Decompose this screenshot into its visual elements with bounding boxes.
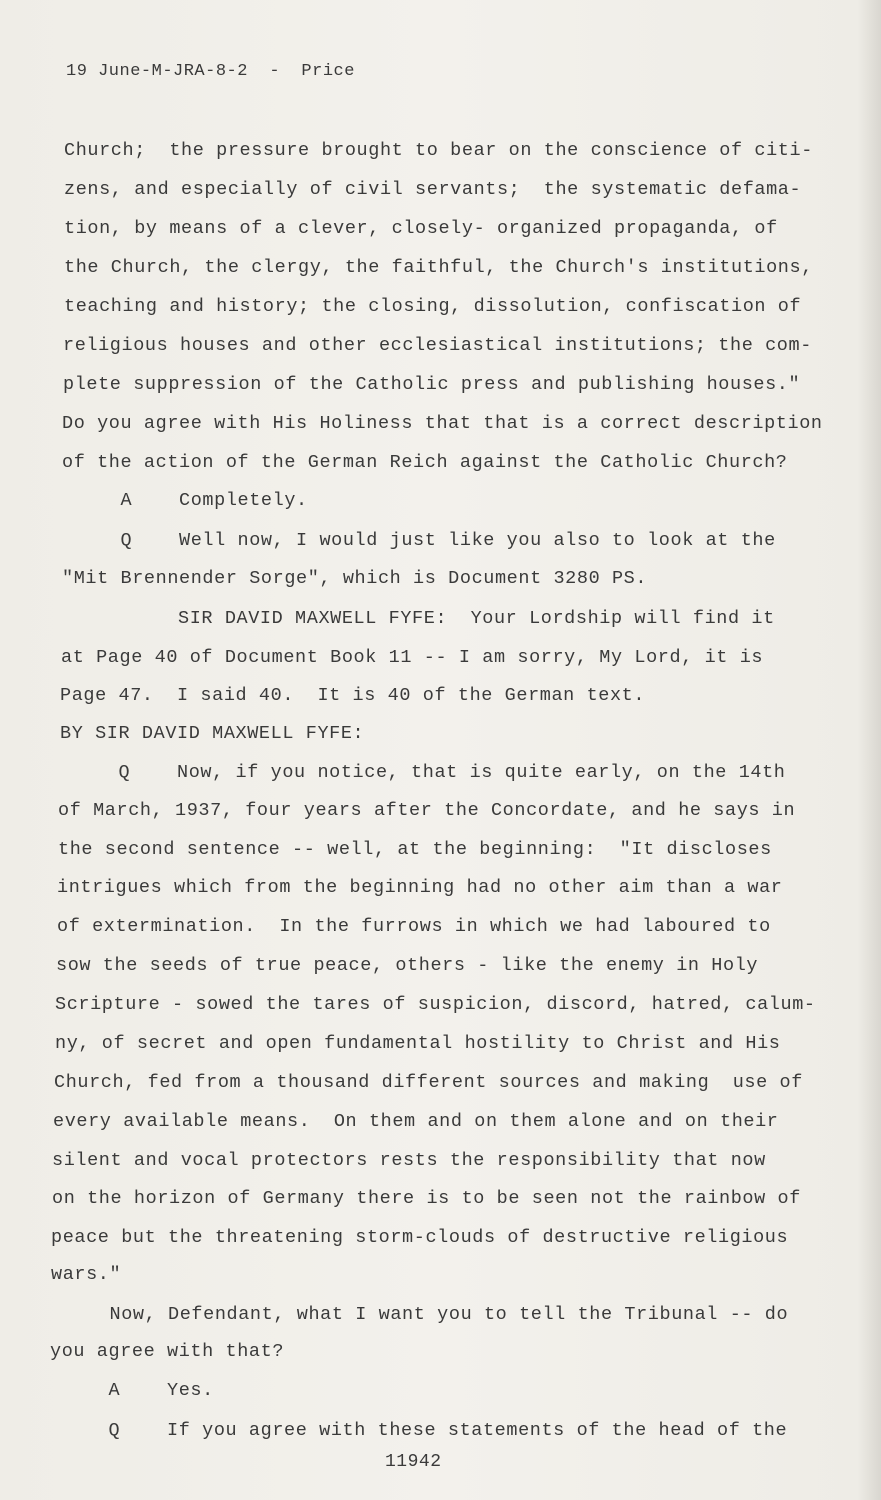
text-line: BY SIR DAVID MAXWELL FYFE:: [60, 723, 365, 744]
text-line: plete suppression of the Catholic press and publishing houses.": [63, 374, 801, 395]
text-line: Q If you agree with these statements of the head of the: [50, 1420, 788, 1441]
text-line: wars.": [51, 1264, 122, 1285]
text-line: the second sentence -- well, at the beginning: "It discloses: [58, 839, 772, 860]
text-line: silent and vocal protectors rests the responsibility that now: [52, 1150, 766, 1171]
text-line: zens, and especially of civil servants; the systematic defama-: [64, 179, 802, 200]
text-line: intrigues which from the beginning had no other aim than a war: [57, 877, 783, 898]
text-line: A Yes.: [50, 1380, 214, 1401]
text-line: peace but the threatening storm-clouds of destructive religious: [51, 1227, 789, 1248]
text-line: Do you agree with His Holiness that that is a correct description: [62, 413, 823, 434]
text-line: at Page 40 of Document Book 11 -- I am sorry, My Lord, it is: [61, 647, 764, 668]
text-line: teaching and history; the closing, dissolution, confiscation of: [64, 296, 802, 317]
text-line: Now, Defendant, what I want you to tell the Tribunal -- do: [51, 1304, 789, 1325]
text-line: Church; the pressure brought to bear on the conscience of citi-: [64, 140, 813, 161]
text-line: you agree with that?: [50, 1341, 285, 1362]
text-line: Page 47. I said 40. It is 40 of the German text.: [60, 685, 646, 706]
text-line: Scripture - sowed the tares of suspicion, discord, hatred, calum-: [55, 994, 816, 1015]
text-line: tion, by means of a clever, closely- organized propaganda, of: [64, 218, 778, 239]
text-line: every available means. On them and on them alone and on their: [53, 1111, 779, 1132]
text-line: of extermination. In the furrows in which we had laboured to: [57, 916, 771, 937]
text-line: Church, fed from a thousand different sources and making use of: [54, 1072, 803, 1093]
text-line: of the action of the German Reich against the Catholic Church?: [62, 452, 788, 473]
page-number: 11942: [385, 1452, 442, 1472]
text-line: on the horizon of Germany there is to be seen not the rainbow of: [52, 1188, 801, 1209]
text-line: religious houses and other ecclesiastical institutions; the com-: [63, 335, 812, 356]
text-line: sow the seeds of true peace, others - like the enemy in Holy: [56, 955, 759, 976]
text-line: SIR DAVID MAXWELL FYFE: Your Lordship will find it: [61, 608, 775, 629]
text-line: Q Well now, I would just like you also to look at the: [62, 530, 776, 551]
text-line: A Completely.: [62, 490, 308, 511]
page-header: 19 June-M-JRA-8-2 - Price: [66, 62, 355, 81]
page-edge-shadow: [857, 0, 881, 1500]
text-line: Q Now, if you notice, that is quite early, on the 14th: [60, 762, 786, 783]
text-line: "Mit Brennender Sorge", which is Document 3280 PS.: [62, 568, 648, 589]
text-line: of March, 1937, four years after the Concordate, and he says in: [58, 800, 796, 821]
text-line: ny, of secret and open fundamental hostility to Christ and His: [55, 1033, 781, 1054]
text-line: the Church, the clergy, the faithful, the Church's institutions,: [64, 257, 813, 278]
